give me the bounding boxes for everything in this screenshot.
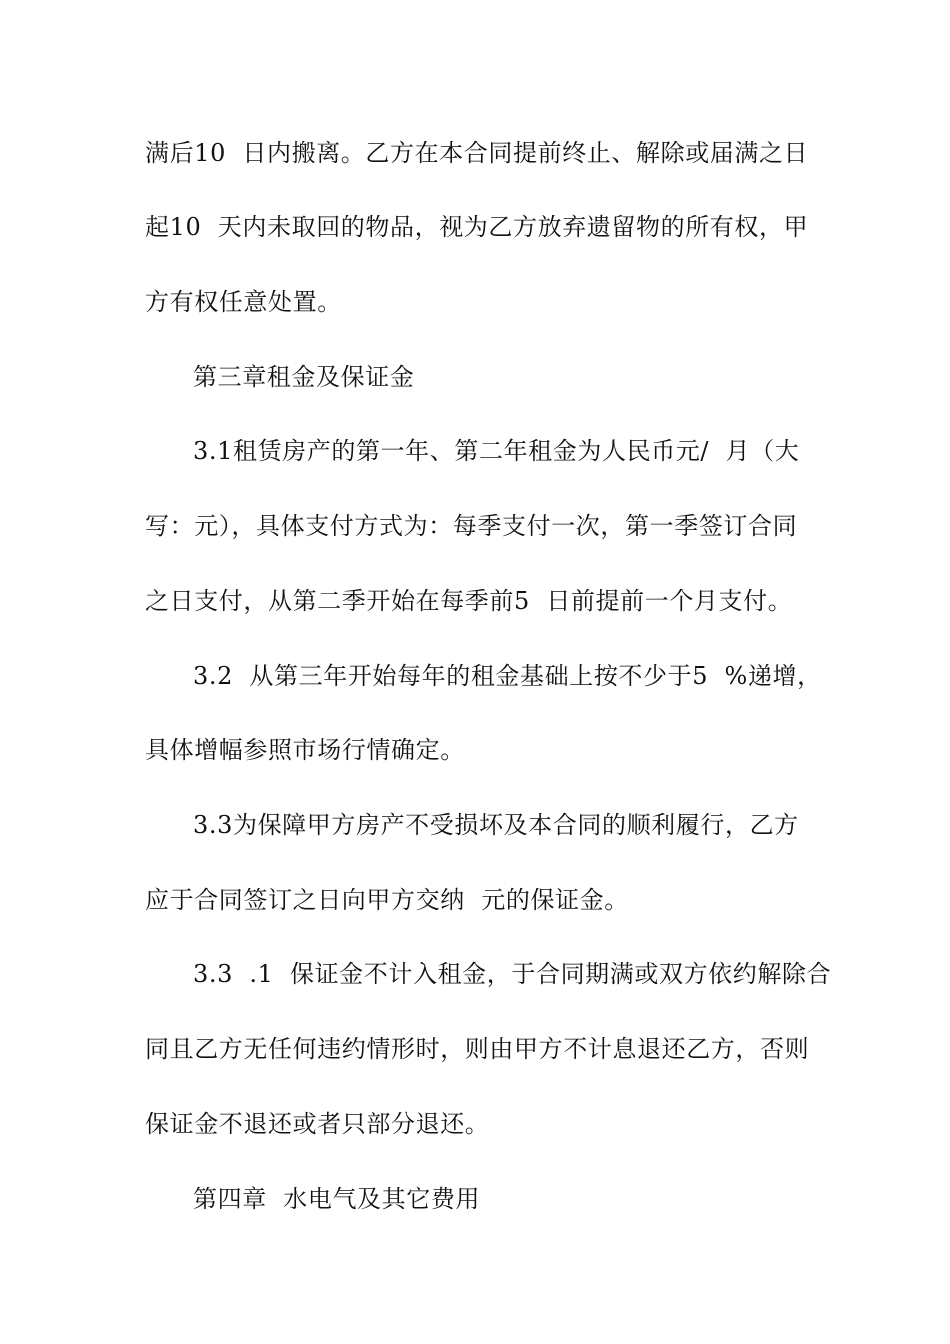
paragraph-line: 满后10 日内搬离。乙方在本合同提前终止、解除或届满之日 <box>145 139 809 167</box>
clause-line: 3.2 从第三年开始每年的租金基础上按不少于5 %递增， <box>193 662 822 690</box>
paragraph-line: 保证金不退还或者只部分退还。 <box>145 1110 490 1138</box>
paragraph-line: 之日支付，从第二季开始在每季前5 日前提前一个月支付。 <box>145 587 793 615</box>
paragraph-line: 起10 天内未取回的物品，视为乙方放弃遗留物的所有权，甲 <box>145 213 809 241</box>
paragraph-line: 应于合同签订之日向甲方交纳 元的保证金。 <box>145 886 629 914</box>
paragraph-line: 写：元），具体支付方式为：每季支付一次，第一季签订合同 <box>145 512 798 540</box>
chapter-heading: 第三章租金及保证金 <box>193 363 415 391</box>
clause-line: 3.3为保障甲方房产不受损坏及本合同的顺利履行，乙方 <box>193 811 799 839</box>
paragraph-line: 具体增幅参照市场行情确定。 <box>145 736 465 764</box>
chapter-heading: 第四章 水电气及其它费用 <box>193 1185 481 1213</box>
paragraph-line: 同且乙方无任何违约情形时，则由甲方不计息退还乙方，否则 <box>145 1035 810 1063</box>
clause-line: 3.3 .1 保证金不计入租金，于合同期满或双方依约解除合 <box>193 960 832 988</box>
clause-line: 3.1租赁房产的第一年、第二年租金为人民币元/ 月（大 <box>193 437 800 465</box>
paragraph-line: 方有权任意处置。 <box>145 288 342 316</box>
